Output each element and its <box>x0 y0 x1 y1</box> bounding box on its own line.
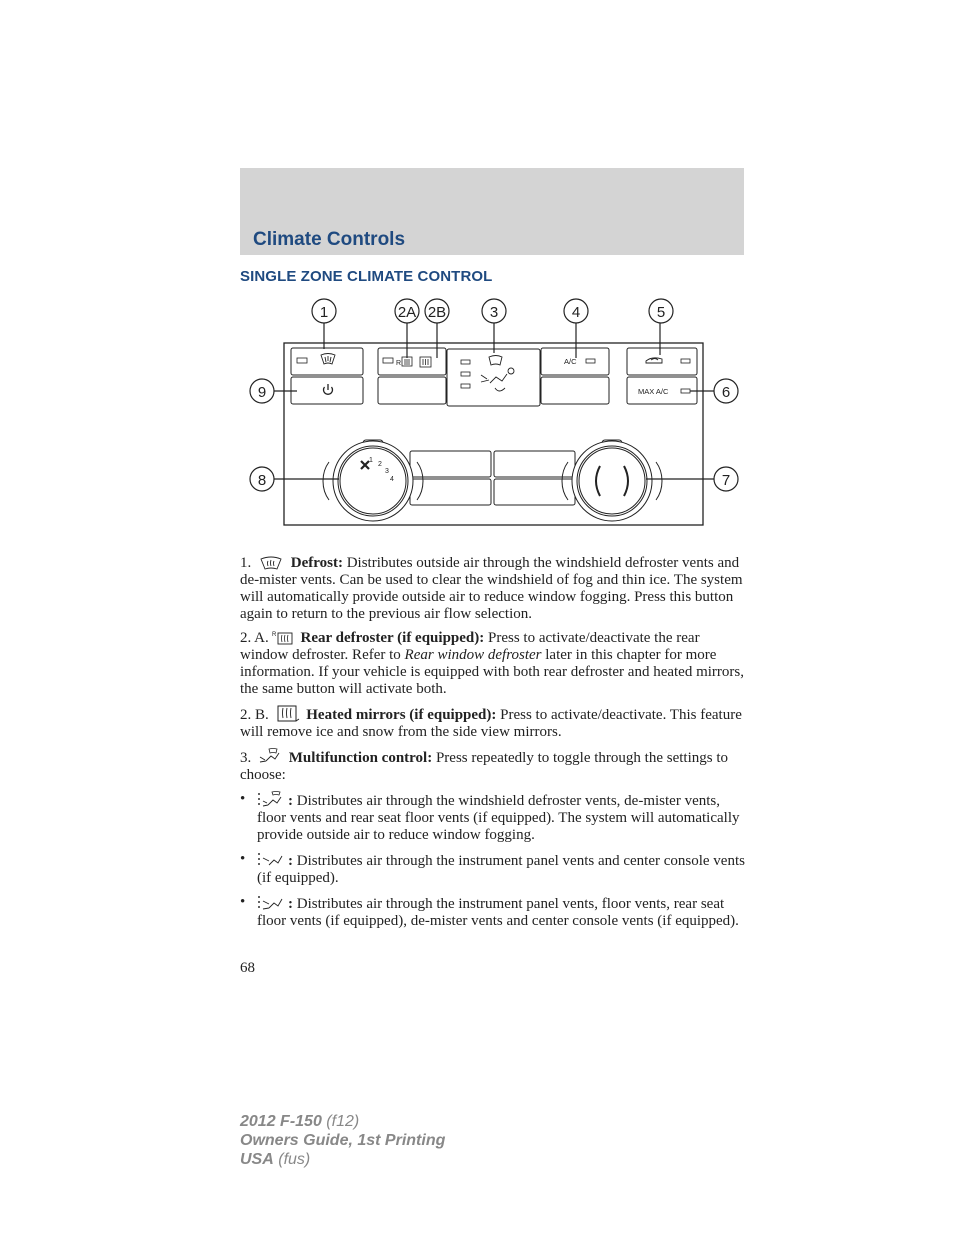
bullet-dot: • <box>240 894 246 910</box>
power-button <box>291 377 363 404</box>
item-number: 1. <box>240 555 252 571</box>
list-item <box>240 894 745 930</box>
callout-2a: 2A <box>397 304 417 321</box>
item-text: Press repeatedly to toggle through the settings to choose: <box>240 750 728 783</box>
defrost-floor-mode-icon <box>257 791 285 808</box>
item-title: Rear defroster (if equipped): <box>300 630 485 646</box>
item-text: Press to activate/deactivate the rear window defroster. Refer to <box>240 630 700 663</box>
callout-6: 6 <box>721 384 731 401</box>
heated-mirror-icon <box>276 705 300 722</box>
footer-market: USA <box>240 1151 274 1168</box>
ac-label: A/C <box>564 357 577 366</box>
page-title: Climate Controls <box>253 229 406 250</box>
footer-line <box>240 1112 445 1131</box>
callout-9: 9 <box>257 384 267 401</box>
bullet-text: Distributes air through the instrument panel vents, floor vents, rear seat floor vents (if equipped), de-mister vents and center console vents (if equipped). <box>257 896 739 929</box>
footer <box>240 1112 445 1169</box>
item-title: Multifunction control: <box>288 750 433 766</box>
footer-market-code: (fus) <box>278 1151 311 1168</box>
bullet-dot: • <box>240 851 246 867</box>
bullet-colon: : <box>288 853 293 869</box>
item-rear-defroster <box>240 630 745 698</box>
fan-speed-4: 4 <box>390 476 394 483</box>
footer-edition: Owners Guide, 1st Printing <box>240 1132 446 1149</box>
item-heated-mirrors <box>240 705 745 741</box>
bullet-text: Distributes air through the instrument panel vents and center console vents (if equipped). <box>257 853 745 886</box>
blank-button <box>410 479 491 505</box>
fan-speed-3: 3 <box>385 468 389 475</box>
panel-floor-mode-icon <box>257 894 285 911</box>
list-item <box>240 791 745 844</box>
defrost-button <box>291 348 363 375</box>
callout-4: 4 <box>571 304 581 321</box>
footer-line <box>240 1131 445 1150</box>
list-item <box>240 851 745 887</box>
item-multifunction <box>240 748 745 784</box>
bullet-dot: • <box>240 791 246 807</box>
item-title: Heated mirrors (if equipped): <box>306 707 497 723</box>
callout-5: 5 <box>656 304 666 321</box>
item-text: Press to activate/deactivate. This feature will remove ice and snow from the side view mirrors. <box>240 707 742 740</box>
svg-text:R: R <box>271 632 277 638</box>
bullet-text: Distributes air through the windshield defroster vents, de-mister vents, floor vents and rear seat floor vents (if equipped). The system will automatically provide outside air to reduce window fogging. <box>257 793 740 843</box>
rear-defrost-icon <box>272 630 294 645</box>
item-title: Defrost: <box>290 555 343 571</box>
callout-8: 8 <box>257 472 267 489</box>
fan-speed-1: 1 <box>369 457 373 464</box>
footer-line <box>240 1150 445 1169</box>
callout-7: 7 <box>721 472 731 489</box>
callout-3: 3 <box>489 304 499 321</box>
footer-model-code: (f12) <box>326 1113 360 1130</box>
footer-model: 2012 F-150 <box>240 1113 322 1130</box>
item-number: 2. B. <box>240 707 269 723</box>
callout-1: 1 <box>319 304 329 321</box>
bullet-colon: : <box>288 793 293 809</box>
item-number: 3. <box>240 750 252 766</box>
bullet-colon: : <box>288 896 293 912</box>
callout-2b: 2B <box>427 304 447 321</box>
multifunction-icon <box>258 748 282 765</box>
page-number: 68 <box>240 960 255 976</box>
body-text <box>240 555 745 937</box>
section-heading: SINGLE ZONE CLIMATE CONTROL <box>240 268 493 285</box>
blank-button <box>541 377 609 404</box>
blank-button <box>494 479 575 505</box>
blank-button <box>378 377 446 404</box>
rear-label: R <box>396 360 402 367</box>
item-defrost <box>240 555 745 623</box>
fan-speed-2: 2 <box>378 461 382 468</box>
max-ac-label: MAX A/C <box>638 387 669 396</box>
cross-reference-link[interactable]: Rear window defroster <box>404 647 542 663</box>
item-text: later in this chapter for more information. If your vehicle is equipped with both rear defroster and heated mirrors, the same button will activate both. <box>240 647 745 697</box>
climate-control-diagram <box>240 292 744 532</box>
panel-mode-icon <box>257 851 285 868</box>
item-number: 2. A. <box>240 630 269 646</box>
windshield-defrost-icon <box>258 555 284 570</box>
item-text: Distributes outside air through the windshield defroster vents and de-mister vents. Can be used to clear the windshield of fog and thin ice. The system will automatically provide outside air to reduce window fogging. Press this button again to return to the previous air flow selection. <box>240 555 743 622</box>
multifunction-button <box>447 349 540 406</box>
